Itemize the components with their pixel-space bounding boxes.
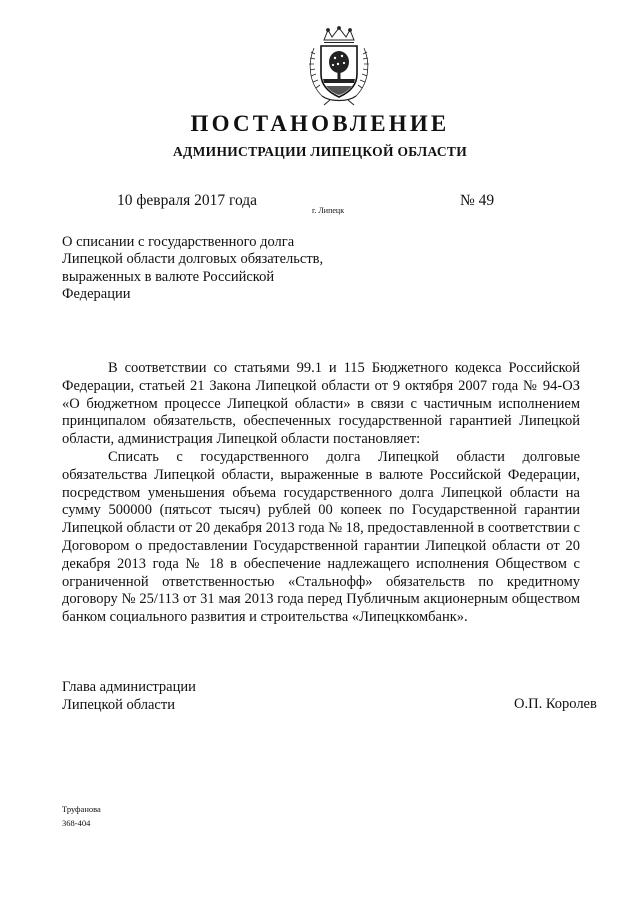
document-subtitle: АДМИНИСТРАЦИИ ЛИПЕЦКОЙ ОБЛАСТИ bbox=[172, 144, 468, 159]
executor-name: Труфанова bbox=[62, 804, 101, 814]
subject-line: Липецкой области долговых обязательств, bbox=[62, 251, 324, 268]
body-paragraph-resolution: Списать с государственного долга Липецкой области долговые обязательства Липецкой области, выраженные в валюте Российской Федерации, посредством уменьшения объема государственного долга Липецкой области на сумму 500000 (пятьсот тысяч) рублей 00 копеек по Государственной гарантии Липецкой области от 20 декабря 2013 года № 18, предоставленной в соответствии с Договором о предоставлении Государственной гарантии Липецкой области от 20 декабря 2013 года № 18 в обеспечение надлежащего исполнения Обществом с ограниченной ответственностью «Стальнофф» обязательств по кредитному договору № 25/113 от 31 мая 2013 года перед Публичным акционерным обществом банком социального развития и строительства «Липецккомбанк». bbox=[62, 448, 580, 626]
executor-phone: 368-404 bbox=[62, 818, 91, 828]
executor-block bbox=[62, 802, 101, 830]
signatory-position-line: Липецкой области bbox=[62, 696, 175, 713]
signatory-position bbox=[62, 679, 196, 714]
subject-line: выраженных в валюте Российской bbox=[62, 268, 275, 285]
body-paragraph-preamble: В соответствии со статьями 99.1 и 115 Бюджетного кодекса Российской Федерации, статьей 21 Закона Липецкой области от 9 октября 2007 года № 94-ОЗ «О бюджетном процессе Липецкой области» в связи с частичным исполнением принципалом обязательств, обеспеченных государственной гарантией Липецкой области, администрация Липецкой области постановляет: bbox=[62, 360, 580, 448]
document-date: 10 февраля 2017 года bbox=[117, 192, 258, 209]
lipetsk-coat-of-arms-icon bbox=[302, 26, 376, 106]
document-body bbox=[62, 360, 580, 627]
signatory-name: О.П. Королев bbox=[514, 696, 597, 712]
document-title: ПОСТАНОВЛЕНИЕ bbox=[190, 111, 450, 136]
signatory-position-line: Глава администрации bbox=[62, 679, 196, 695]
subject-line: О списании с государственного долга bbox=[62, 234, 295, 250]
document-city: г. Липецк bbox=[312, 206, 345, 215]
document-number: № 49 bbox=[460, 192, 495, 209]
document-subject bbox=[62, 234, 362, 303]
subject-line: Федерации bbox=[62, 285, 131, 302]
